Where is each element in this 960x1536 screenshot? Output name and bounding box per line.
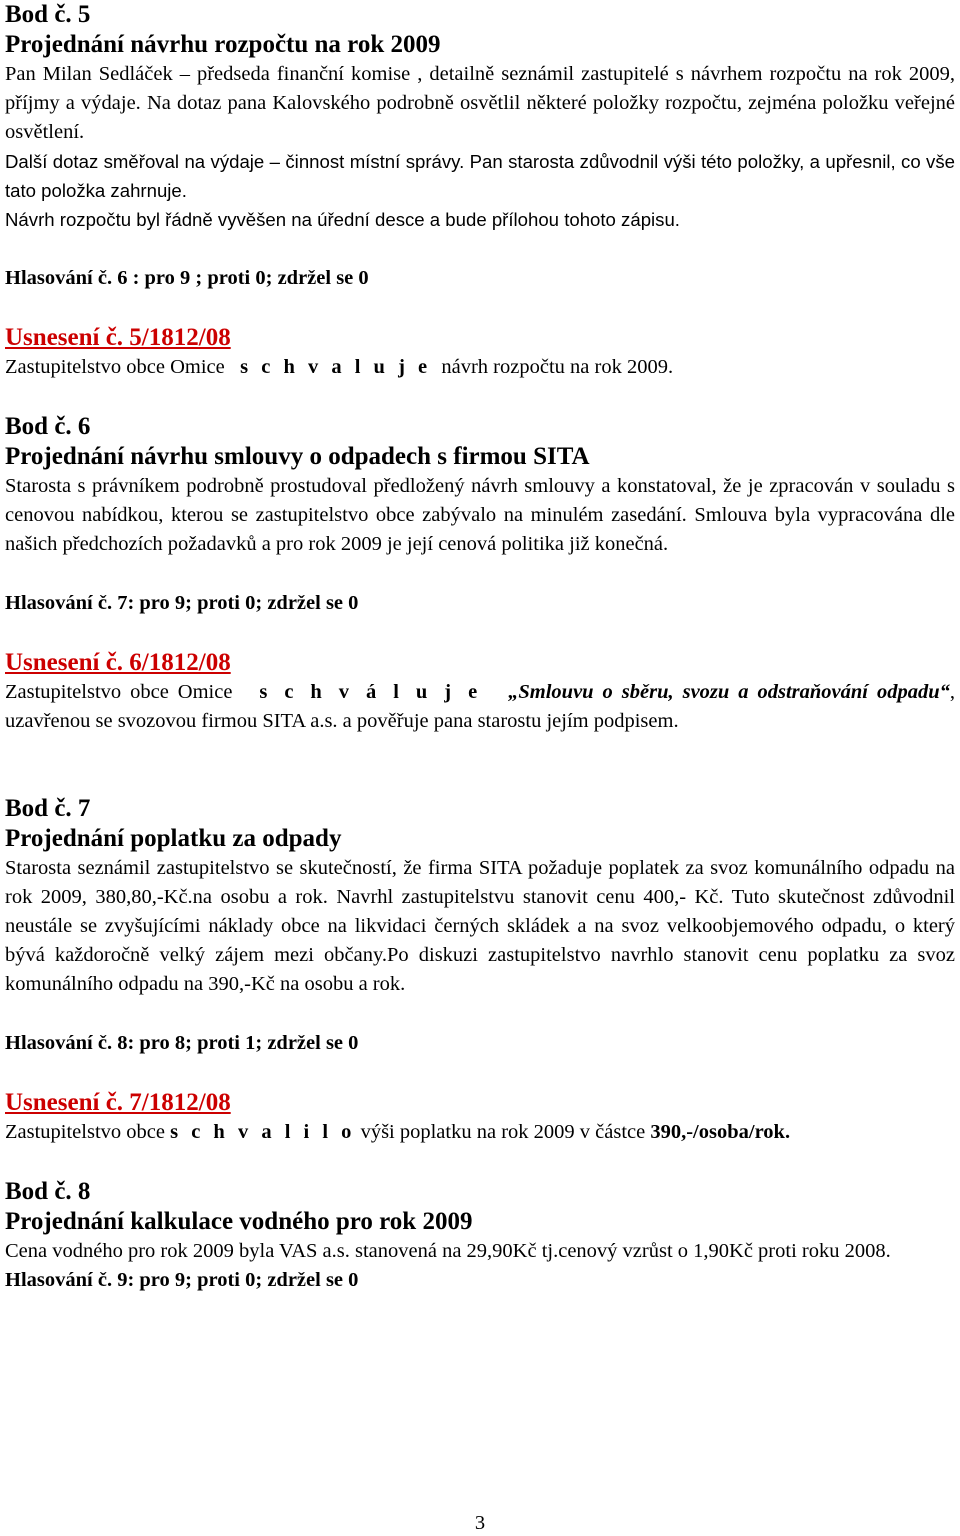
resolution-number: Usnesení č. 5/1812/08 — [5, 324, 231, 351]
section-text: Starosta seznámil zastupitelstvo se skutečností, že firma SITA požaduje poplatek za svoz komunálního odpadu na rok 2009, 380,80,-Kč.na osobu a rok. Navrhl zastupitelstvu stanovit cenu 400,- Kč. Tuto skutečnost zdůvodnil neustále se zvyšujícími náklady obce na likvidaci černých skládek a na svoz velkoobjemového odpadu, o který bývá každoročně velký zájem mezi občany.Po diskuzi zastupitelstvo navrhlo stanovit cenu poplatku za svoz komunálního odpadu na 390,-Kč na osobu a rok. — [5, 857, 955, 995]
resolution-contract-title: „Smlouvu o sběru, svozu a odstraňování odpadu“ — [508, 681, 950, 703]
section-text-sans-2: Návrh rozpočtu byl řádně vyvěšen na úřední desce a bude přílohou tohoto zápisu. — [5, 209, 680, 230]
section-title: Projednání kalkulace vodného pro rok 2009 — [5, 1208, 473, 1235]
item-number: Bod č. 6 — [5, 413, 91, 440]
resolution-subject: Zastupitelstvo obce — [5, 1121, 165, 1143]
resolution-subject: Zastupitelstvo obce Omice — [5, 356, 225, 378]
document-page — [5, 0, 955, 1295]
section-title: Projednání návrhu rozpočtu na rok 2009 — [5, 31, 441, 58]
vote-result: Hlasování č. 8: pro 8; proti 1; zdržel se 0 — [5, 1032, 359, 1054]
resolution-object: , uzavřenou se svozovou firmou SITA a.s. a pověřuje pana starostu jejím podpisem. — [5, 681, 956, 732]
section-bod-6 — [5, 412, 955, 736]
section-bod-5 — [5, 0, 955, 382]
section-text: Cena vodného pro rok 2009 byla VAS a.s. stanovená na 29,90Kč tj.cenový vzrůst o 1,90Kč proti roku 2008. — [5, 1240, 891, 1262]
item-number: Bod č. 7 — [5, 795, 91, 822]
resolution-text — [5, 678, 955, 736]
vote-result: Hlasování č. 9: pro 9; proti 0; zdržel se 0 — [5, 1269, 359, 1291]
resolution-object: návrh rozpočtu na rok 2009. — [441, 356, 674, 378]
section-text-sans: Další dotaz směřoval na výdaje – činnost místní správy. Pan starosta zdůvodnil výši této položky, a upřesnil, co vše tato položka zahrnuje. — [5, 151, 955, 201]
section-bod-8 — [5, 1177, 955, 1295]
section-title: Projednání návrhu smlouvy o odpadech s firmou SITA — [5, 443, 590, 470]
section-title: Projednání poplatku za odpady — [5, 825, 342, 852]
page-number: 3 — [474, 1512, 486, 1534]
vote-result: Hlasování č. 7: pro 9; proti 0; zdržel se 0 — [5, 592, 359, 614]
section-bod-7 — [5, 794, 955, 1147]
resolution-verb: s c h v á l u j e — [259, 681, 482, 703]
item-number: Bod č. 8 — [5, 1178, 91, 1205]
resolution-text — [5, 353, 955, 382]
vote-result: Hlasování č. 6 : pro 9 ; proti 0; zdržel se 0 — [5, 267, 369, 289]
resolution-verb: s c h v a l u j e — [240, 356, 432, 378]
resolution-verb: s c h v a l i l o — [170, 1121, 356, 1143]
resolution-subject: Zastupitelstvo obce Omice — [5, 681, 233, 703]
resolution-amount: 390,-/osoba/rok. — [650, 1121, 791, 1143]
resolution-number: Usnesení č. 6/1812/08 — [5, 649, 231, 676]
resolution-text — [5, 1118, 955, 1147]
resolution-number: Usnesení č. 7/1812/08 — [5, 1089, 231, 1116]
section-text: Pan Milan Sedláček – předseda finanční komise , detailně seznámil zastupitelé s návrhem rozpočtu na rok 2009, příjmy a výdaje. Na dotaz pana Kalovského podrobně osvětlil některé položky rozpočtu, zejména položku veřejné osvětlení. — [5, 63, 955, 143]
resolution-object: výši poplatku na rok 2009 v částce — [360, 1121, 646, 1143]
section-text: Starosta s právníkem podrobně prostudoval předložený návrh smlouvy a konstatoval, že je zpracován v souladu s cenovou nabídkou, kterou se zastupitelstvo obce zabývalo na minulém zasedání. Smlouva byla vypracována dle našich předchozích požadavků a pro rok 2009 je její cenová politika již konečná. — [5, 475, 955, 555]
item-number: Bod č. 5 — [5, 1, 91, 28]
